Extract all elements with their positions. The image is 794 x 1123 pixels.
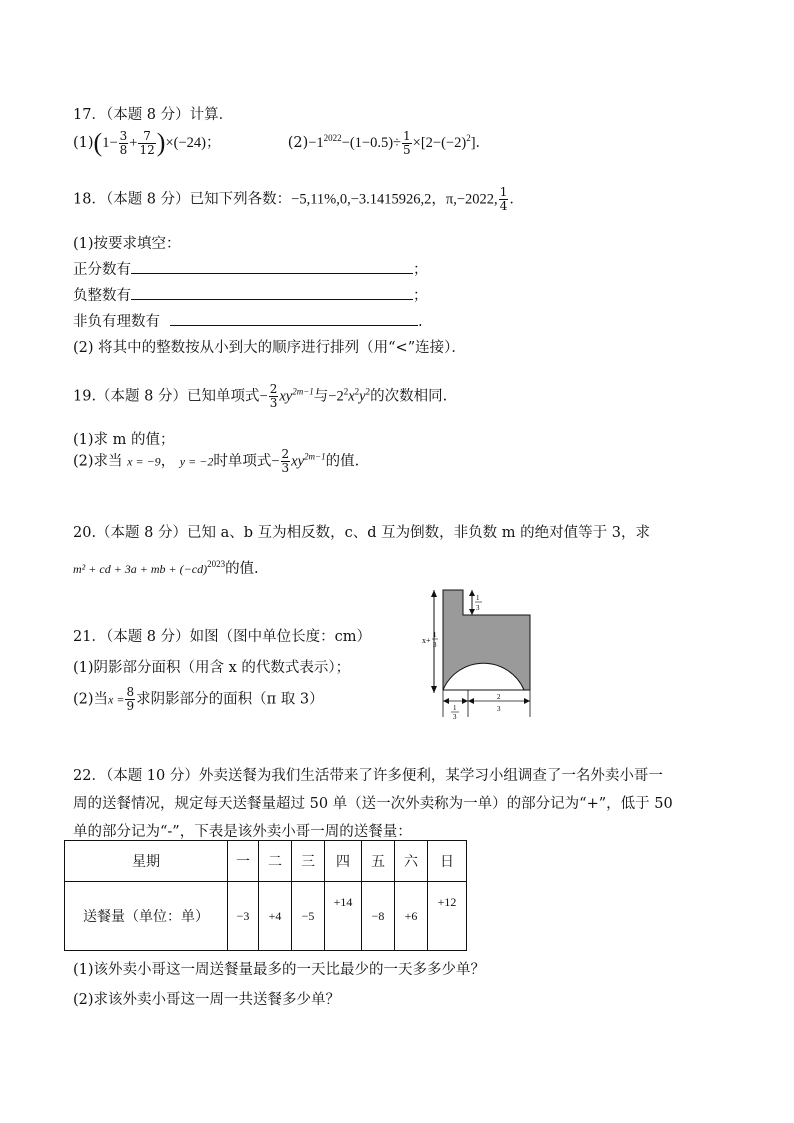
- day-cell: 一: [228, 841, 259, 882]
- q18-heading: 18．（本题 8 分）已知下列各数：−5,11%,0,−3.1415926,2，π,−2022, $\frac{1}{4}$ ．: [73, 185, 524, 213]
- fig-top-num: 1: [476, 594, 480, 602]
- svg-text:1: 1: [453, 704, 457, 712]
- shaded-region-figure: [418, 585, 538, 720]
- q22-sub1: (1)该外卖小哥这一周送餐量最多的一天比最少的一天多多少单？: [73, 962, 486, 978]
- answer-blank[interactable]: [170, 311, 418, 326]
- q19-heading: 19.（本题 8 分）已知单项式− $\frac{2}{3}$ $xy^{2m-1}$与$-2^2x^2y^2$的次数相同.: [73, 382, 448, 410]
- q21-sub1: (1)阴影部分面积（用含 x 的代数式表示）；: [73, 660, 351, 676]
- q17-heading: 17．（本题 8 分）计算．: [73, 107, 234, 123]
- answer-blank[interactable]: [131, 285, 413, 300]
- q22-sub2: (2)求该外卖小哥这一周一共送餐多少单？: [73, 992, 341, 1008]
- svg-text:1: 1: [433, 631, 437, 639]
- day-cell: 五: [362, 841, 395, 882]
- day-cell: 日: [428, 841, 467, 882]
- day-cell: 三: [292, 841, 325, 882]
- q18-nonnegative-rationals: 非负有理数有 .: [73, 310, 423, 331]
- table-row: [65, 841, 467, 882]
- table-header-cell: 星期: [65, 841, 228, 882]
- q20-line1: 20.（本题 8 分）已知 a、b 互为相反数，c、d 互为倒数，非负数 m 的绝对值等于 3，求: [73, 525, 650, 541]
- fraction-2-3: $\frac{2}{3}$: [269, 382, 278, 410]
- fraction-1-4: $\frac{1}{4}$: [499, 185, 508, 213]
- q19-sub2: (2)求当 x = −9， y = −2时单项式− $\frac{2}{3}$ $xy^{2m-1}$的值.: [73, 447, 360, 475]
- q19-sub1: (1)求 m 的值；: [73, 432, 175, 448]
- value-cell: +4: [259, 882, 292, 951]
- q20-line2: m² + cd + 3a + mb + $(-cd)^{2023}$的值.: [73, 559, 259, 577]
- value-cell: +12: [428, 882, 467, 951]
- day-cell: 二: [259, 841, 292, 882]
- table-row-label: 送餐量（单位：单）: [65, 882, 228, 951]
- q18-positive-fractions: 正分数有 ；: [73, 258, 428, 279]
- q18-sub1: (1)按要求填空：: [73, 236, 181, 252]
- svg-text:3: 3: [453, 713, 457, 720]
- q18-negative-integers: 负整数有 ；: [73, 284, 428, 305]
- svg-text:3: 3: [433, 641, 437, 649]
- table-row: [65, 882, 467, 951]
- svg-text:2: 2: [497, 693, 501, 701]
- fraction-7-12: $\frac{7}{12}$: [139, 128, 155, 157]
- q22-line1: 22．（本题 10 分）外卖送餐为我们生活带来了许多便利，某学习小组调查了一名外卖小哥一: [73, 768, 663, 784]
- q21-heading: 21．（本题 8 分）如图（图中单位长度：cm）: [73, 629, 372, 645]
- fraction-1-5: $\frac{1}{5}$: [403, 128, 411, 157]
- fig-left-label: x+: [422, 636, 431, 645]
- delivery-table: [64, 840, 467, 951]
- day-cell: 四: [325, 841, 362, 882]
- fraction-8-9: $\frac{8}{9}$: [126, 685, 135, 713]
- value-cell: +14: [325, 882, 362, 951]
- q21-sub2: (2)当x = $\frac{8}{9}$ 求阴影部分的面积（π 取 3）: [73, 685, 324, 713]
- value-cell: +6: [395, 882, 428, 951]
- svg-text:3: 3: [497, 705, 501, 713]
- svg-text:3: 3: [476, 604, 480, 612]
- fraction-3-8: $\frac{3}{8}$: [119, 128, 128, 157]
- day-cell: 六: [395, 841, 428, 882]
- answer-blank[interactable]: [131, 259, 413, 274]
- fraction-2-3: $\frac{2}{3}$: [281, 447, 290, 475]
- q18-sub2: (2) 将其中的整数按从小到大的顺序进行排列（用“<”连接）．: [73, 340, 466, 356]
- value-cell: −5: [292, 882, 325, 951]
- value-cell: −3: [228, 882, 259, 951]
- value-cell: −8: [362, 882, 395, 951]
- q22-line2: 周的送餐情况，规定每天送餐量超过 50 单（送一次外卖称为一单）的部分记为“+”，低于 50: [73, 796, 673, 812]
- q17-expressions: (1)(1− $\frac{3}{8}$ + $\frac{7}{12}$ )×(−24)； $(2)-1^{2022}-(1-0.5)\div$ $\frac{1}{5}$ $\times[2-(-2)^2]$．: [73, 128, 491, 157]
- q22-line3: 单的部分记为“-”，下表是该外卖小哥一周的送餐量：: [73, 824, 412, 840]
